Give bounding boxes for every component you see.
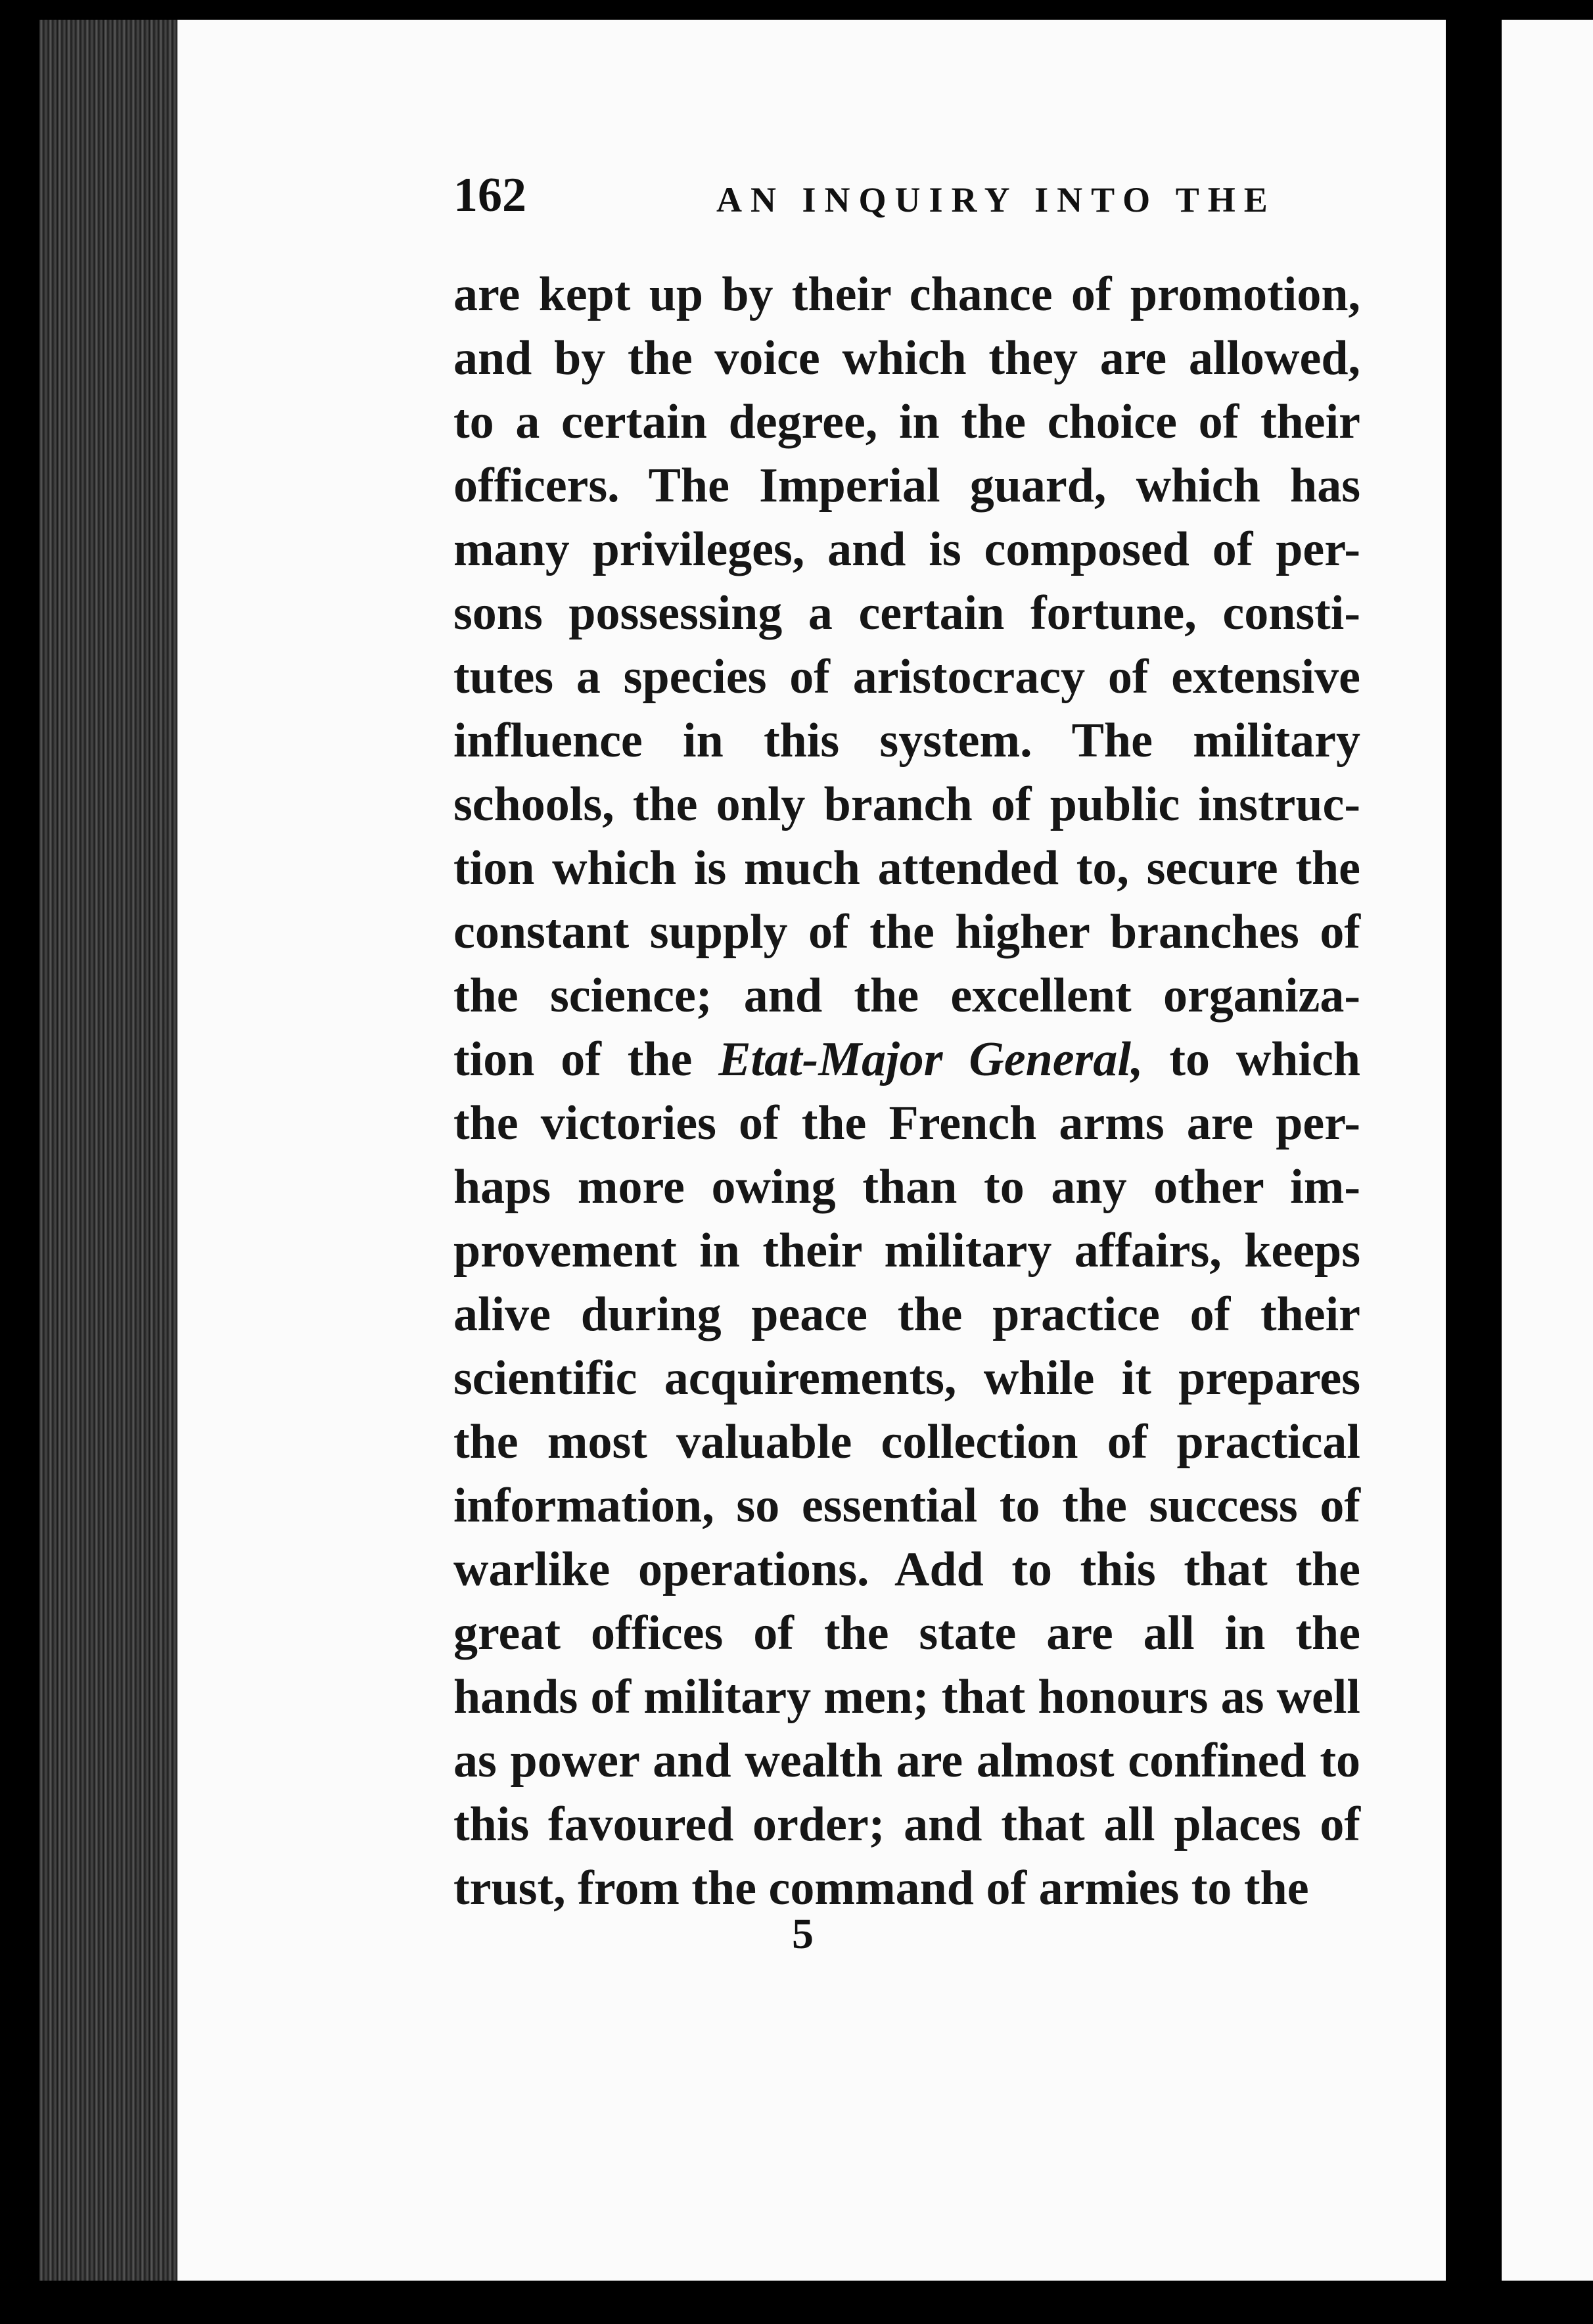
- body-text: [453, 263, 1360, 1920]
- text-line: sons possessing a certain fortune, consti-: [453, 586, 1360, 640]
- text-line: schools, the only branch of public instruc-: [453, 778, 1360, 831]
- text-line: great offices of the state are all in the: [453, 1606, 1360, 1660]
- text-line: the science; and the excellent organiza-: [453, 969, 1360, 1023]
- text-line: and by the voice which they are allowed,: [453, 331, 1360, 385]
- signature-mark: 5: [792, 1910, 814, 1958]
- text-line: as power and wealth are almost confined to: [453, 1734, 1360, 1788]
- running-head-title: AN INQUIRY INTO THE: [716, 180, 1276, 220]
- italic-term: Etat-Major General,: [718, 1033, 1143, 1086]
- text-line-with-italic: [453, 1028, 1360, 1092]
- text-line: trust, from the command of armies to the: [453, 1861, 1309, 1915]
- text-line: are kept up by their chance of promotion,: [453, 267, 1360, 321]
- text-line: tion which is much attended to, secure the: [453, 841, 1360, 895]
- page-number: 162: [453, 168, 526, 222]
- text-segment: tion of the: [453, 1033, 719, 1086]
- book-gutter: [1446, 0, 1492, 2324]
- facing-page-edge: [1502, 20, 1593, 2281]
- text-line: many privileges, and is composed of per-: [453, 523, 1360, 576]
- text-line: information, so essential to the success of: [453, 1479, 1360, 1533]
- text-line: the most valuable collection of practical: [453, 1415, 1360, 1469]
- text-line: the victories of the French arms are per-: [453, 1096, 1360, 1150]
- text-line: tutes a species of aristocracy of extensive: [453, 650, 1360, 704]
- text-line: influence in this system. The military: [453, 714, 1360, 768]
- text-line: to a certain degree, in the choice of their: [453, 395, 1360, 449]
- text-segment: to which: [1143, 1033, 1360, 1086]
- text-line: alive during peace the practice of their: [453, 1288, 1360, 1341]
- text-line: officers. The Imperial guard, which has: [453, 459, 1360, 513]
- running-head: [453, 168, 1387, 227]
- text-line: scientific acquirements, while it prepares: [453, 1351, 1360, 1405]
- text-line: this favoured order; and that all places of: [453, 1798, 1360, 1851]
- text-line: constant supply of the higher branches of: [453, 905, 1360, 959]
- text-line: warlike operations. Add to this that the: [453, 1543, 1360, 1596]
- text-line: hands of military men; that honours as well: [453, 1670, 1360, 1724]
- text-line: provement in their military affairs, keeps: [453, 1224, 1360, 1278]
- text-line: haps more owing than to any other im-: [453, 1160, 1360, 1214]
